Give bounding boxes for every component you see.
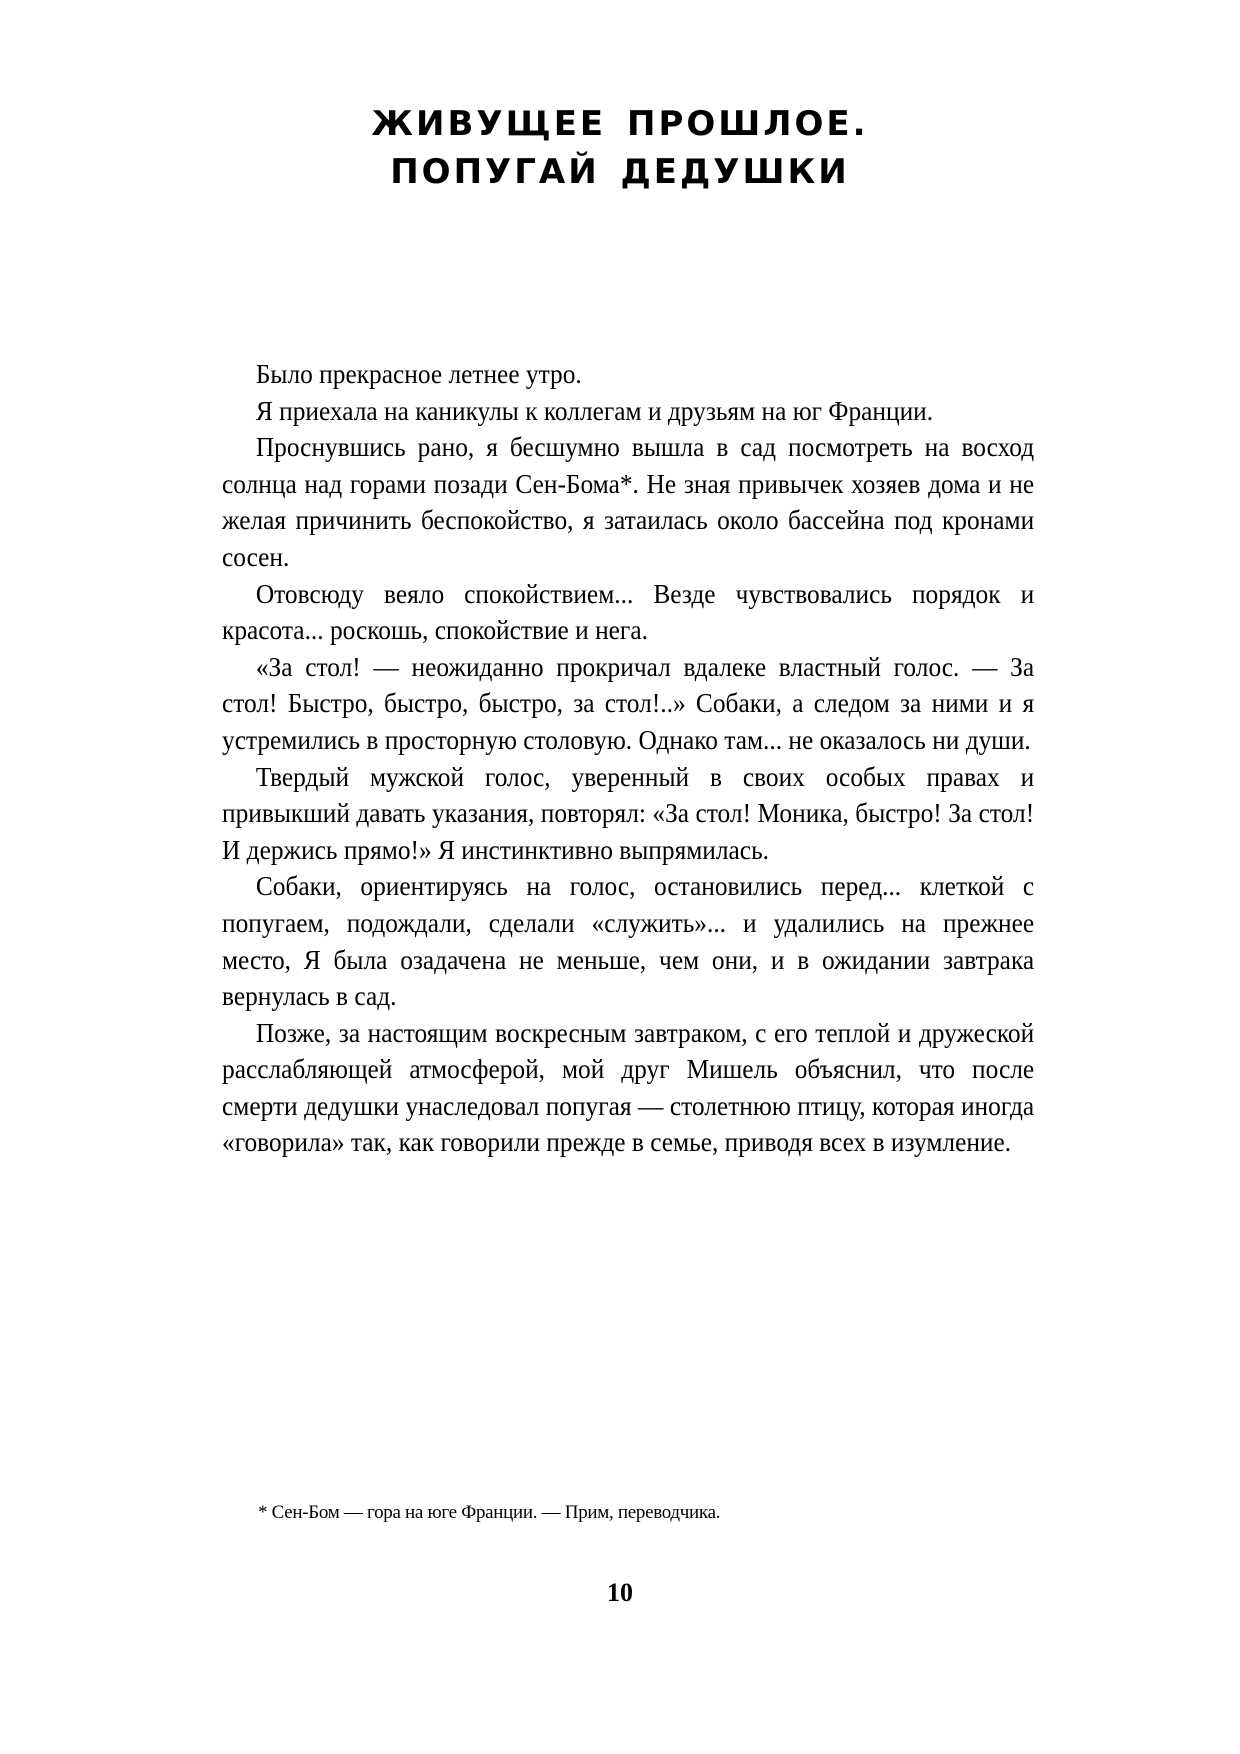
paragraph: Твердый мужской голос, уверенный в своих особых правах и привыкший давать указания, повторял: «За стол! Моника, быстро! За стол! И держись прямо!» Я инстинктивно выпрямилась. [222,761,1035,865]
paragraph: Собаки, ориентируясь на голос, остановились перед... клеткой с попугаем, подождали, сделали «служить»... и удалились на прежнее место, Я была озадачена не меньше, чем они, и в ожидании завтрака вернулась в сад. [222,871,1035,1012]
paragraph: Было прекрасное летнее утро. [255,359,582,389]
paragraph: «За стол! — неожиданно прокричал вдалеке властный голос. — За стол! Быстро, быстро, быстро, за стол!..» Собаки, а следом за ними и я устремились в просторную столовую. Однако там... не оказалось ни души. [222,651,1035,755]
page-number: 10 [607,1578,633,1607]
paragraph: Проснувшись рано, я бесшумно вышла в сад посмотреть на восход солнца над горами позади Сен-Бома*. Не зная привычек хозяев дома и не желая причинить беспокойство, я затаилась около бассейна под кронами сосен. [222,432,1035,572]
footnote: * Сен-Бом — гора на юге Франции. — Прим, переводчика. [258,1502,721,1523]
paragraph: Отовсюду веяло спокойствием... Везде чувствовались порядок и красота... роскошь, спокойствие и нега. [222,578,1035,646]
chapter-title-line-1: ЖИВУЩЕЕ ПРОШЛОЕ. [371,104,869,144]
paragraph: Я приехала на каникулы к коллегам и друзьям на юг Франции. [255,395,934,426]
chapter-title [0,100,1240,196]
paragraph: Позже, за настоящим воскресным завтраком, с его теплой и дружеской расслабляющей атмосферой, мой друг Мишель объяснил, что после смерти дедушки унаследовал попугая — столетнюю птицу, которая иногда «говорила» так, как говорили прежде в семье, приводя всех в изумление. [222,1017,1035,1158]
chapter-title-line-2: ПОПУГАЙ ДЕДУШКИ [390,152,850,192]
body-text [222,356,1034,1161]
